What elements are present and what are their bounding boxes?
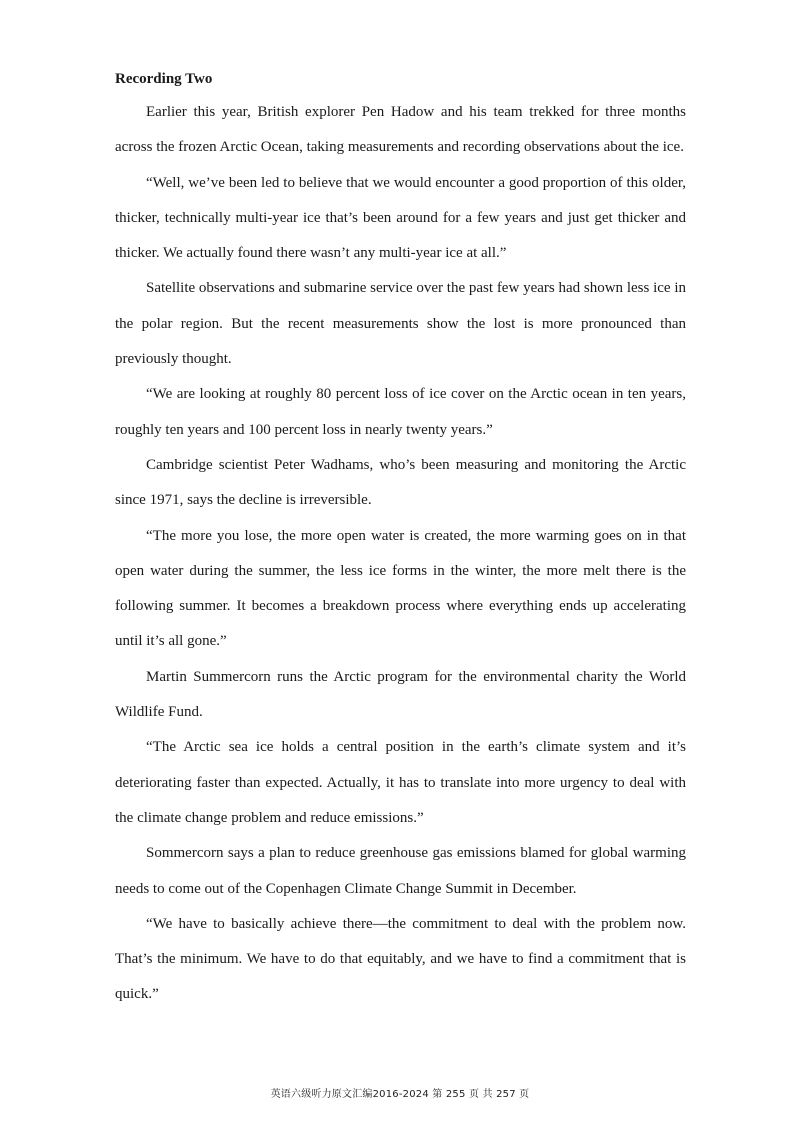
paragraph: “The Arctic sea ice holds a central position in the earth’s climate system and it’s deteriorating faster than expected. Actually, it has to translate into more urgency to deal with the climate change problem and reduce emissions.”	[115, 739, 686, 826]
paragraph: “We are looking at roughly 80 percent loss of ice cover on the Arctic ocean in ten years, roughly ten years and 100 percent loss in nearly twenty years.”	[115, 386, 686, 438]
section-heading: Recording Two	[115, 71, 213, 87]
paragraph: Cambridge scientist Peter Wadhams, who’s been measuring and monitoring the Arctic since 1971, says the decline is irreversible.	[115, 456, 686, 509]
paragraph: “Well, we’ve been led to believe that we would encounter a good proportion of this older, thicker, technically multi-year ice that’s been around for a few years and just get thicker and thicker. We actually found there wasn’t any multi-year ice at all.”	[115, 174, 686, 262]
paragraph: “We have to basically achieve there—the commitment to deal with the problem now. That’s the minimum. We have to do that equitably, and we have to find a commitment that is quick.”	[115, 915, 686, 1003]
paragraph: “The more you lose, the more open water is created, the more warming goes on in that open water during the summer, the less ice forms in the winter, the more melt there is the following summer. It becomes a breakdown process where everything ends up accelerating until it’s all gone.”	[115, 527, 686, 650]
paragraph: Sommercorn says a plan to reduce greenhouse gas emissions blamed for global warming needs to come out of the Copenhagen Climate Change Summit in December.	[115, 845, 686, 897]
paragraph: Martin Summercorn runs the Arctic program for the environmental charity the World Wildlife Fund.	[115, 668, 686, 721]
page-number-label: 英语六级听力原文汇编2016-2024 第 255 页 共 257 页	[270, 1089, 530, 1100]
page-content	[115, 64, 686, 1013]
paragraph: Earlier this year, British explorer Pen Hadow and his team trekked for three months across the frozen Arctic Ocean, taking measurements and recording observations about the ice.	[115, 104, 686, 156]
paragraph: Satellite observations and submarine service over the past few years had shown less ice in the polar region. But the recent measurements show the lost is more pronounced than previously thought.	[115, 280, 686, 368]
page-footer	[0, 1085, 800, 1100]
